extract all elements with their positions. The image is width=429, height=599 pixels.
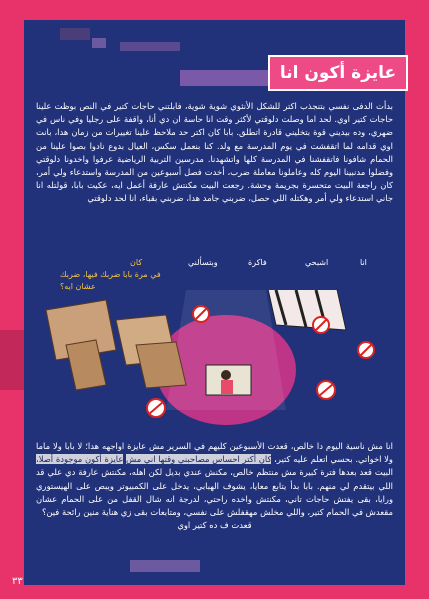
paragraph-2-last-line: قعدت ف ده كتير اوي bbox=[177, 520, 252, 531]
highlight-1: كان أكتر احساس مصاحبني وقتها اني مش bbox=[126, 454, 272, 465]
deco-bar-left bbox=[0, 330, 24, 390]
paragraph-2-part1: انا مش ناسية اليوم دا خالص، قعدت الأسبوعين كليهم في السرير مش عايزة اواجهه هدا؛ لا بابا ولا ماما ولا اخواتي. بحسي اتعلم عليه كتير، bbox=[36, 441, 393, 465]
deco-bar-top-2 bbox=[92, 38, 106, 48]
poem-word-3: فاكرة bbox=[248, 258, 267, 267]
poem-word-1: انا bbox=[360, 258, 367, 267]
deco-bar-mid bbox=[120, 42, 180, 51]
paragraph-2-part2: البيت قعد بعدها فترة كبيرة مش منتظم خالص، مكنش عندي بديل لكن اهله، مكنتش عارفة دي علي قد اللي بيتقدم لي منهم. بابا بدأ يتابع معايا، يشوف الهبابي، يدخل على الكمبيوتر ويبص على الهيستوري ورايا، بقى يفتش حاجات تاني، مكنتش واخده راحتي، لدرجة انه شال القفل من على الحمام عشان مقعدش في الحمام كتير، واللي مخلش مهقفلش على نفسي، ومتابعات بقى زي هناية منين رائحة فين؟ bbox=[36, 467, 393, 518]
illustration bbox=[36, 290, 393, 438]
poem-word-4: وبتسألني bbox=[188, 258, 218, 267]
poem-word-2: اشبحي bbox=[305, 258, 329, 267]
paragraph-1: بدأت الدفى نفسي بتنجذب اكتر للشكل الأنثوي شوية شوية، فابلتني حاجات كتير في النص بوظت علينا حاجات كتير اوي. لحد اما وصلت دلوقتي لأكثر وقت انا حاسة ان دي أنا، واقفة على رجليا وفي ناس في ضهري، وده بيديني قوة بتخليني قادرة اتطلق. بابا كان اكتر حد ملاحظ علينا تغييرات من زمان هدا، بانت اوي قدامه لما اتقفشت في يوم المدرسة مع ولد. كنا بنعمل سكس، العيال بدوع نادوا بصوا علينا من الحمام شافونا فاتقفشنا في المدرسة كلها واتشهدنا. مدرسين التربية الرياضية عرفوا واخدونا دلوقتي وفضلوا مدنبينا اليوم كله وعاملونا معاملة ضرب، أخدت فصل أسبوعين من المدرسة واستدعاء ولي أمر، كان راجعة البيت متحسرة بجريمة وحشة. رجعت البيت مكنتش عارفة أعمل ايه، عكيت بابا، قولتله انا جاني استدعاء ولي أمر وهكتله اللي حصل، ضربني جامد هدا، ضربني بقباء، انا لحد دلوقتي bbox=[36, 101, 393, 204]
deco-bar-right bbox=[180, 70, 270, 86]
no-entry-sign-2-icon bbox=[313, 317, 329, 333]
no-entry-sign-1-icon bbox=[193, 306, 209, 322]
page-title: عايزة أكون انا bbox=[268, 55, 408, 91]
page-number: ٣٣ bbox=[12, 576, 23, 587]
poem-word-5: كان bbox=[130, 258, 143, 267]
highlight-2: عايزة أكون موجودة أصلا، bbox=[36, 454, 124, 465]
poem-line-3: عشان ايه؟ bbox=[60, 282, 96, 291]
poem-line-2: في مرة بابا ضربك فيها، ضربك bbox=[60, 270, 161, 279]
no-entry-sign-3-icon bbox=[147, 399, 165, 417]
no-entry-sign-4-icon bbox=[317, 381, 335, 399]
person-head bbox=[221, 370, 231, 380]
deco-bar-top bbox=[60, 28, 90, 40]
no-entry-sign-5-icon bbox=[358, 342, 374, 358]
paragraph-2 bbox=[36, 440, 393, 570]
person-body bbox=[221, 380, 233, 394]
